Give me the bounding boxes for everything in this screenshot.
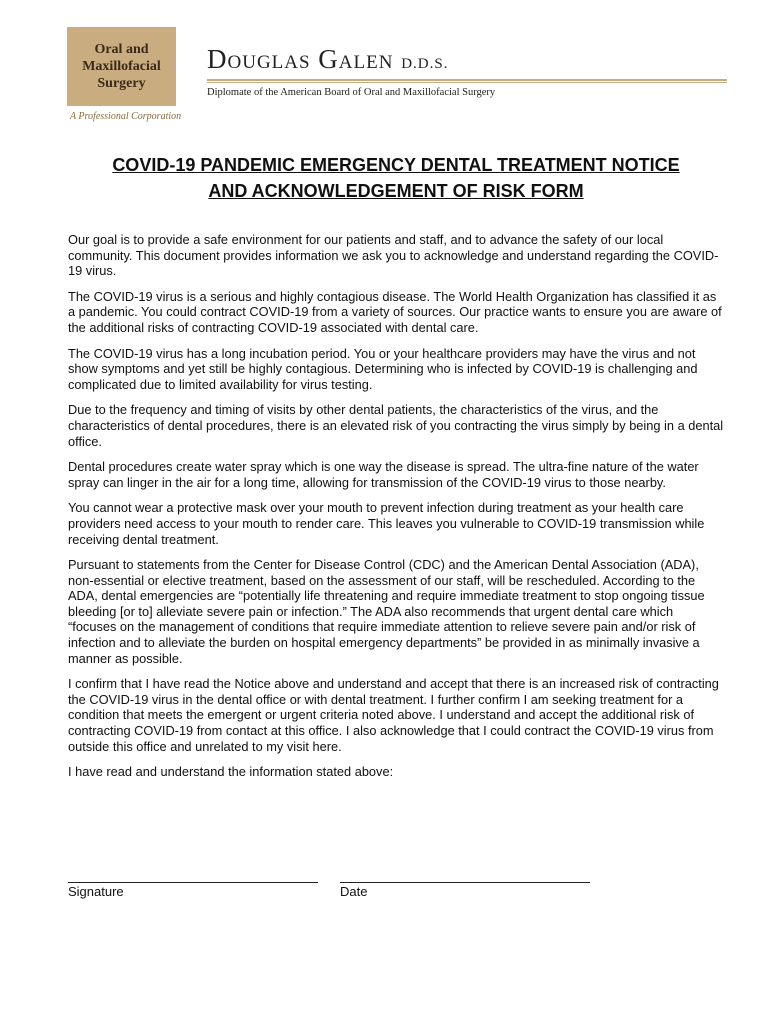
signature-row [68,872,668,902]
paragraph: Our goal is to provide a safe environment for our patients and staff, and to advance the safety of our local community. This document provides information we ask you to acknowledge and understand regarding the COVID-19 virus. [68,232,719,279]
logo-text: Oral and Maxillofacial Surgery [82,42,161,91]
doctor-name: Douglas Galen [207,44,394,74]
doctor-name-heading [207,44,448,75]
form-title [60,152,732,204]
paragraph: Dental procedures create water spray which is one way the disease is spread. The ultra-fine nature of the water spray can linger in the air for a long time, allowing for transmission of the COVID-19 virus to those nearby. [68,459,699,490]
title-line-2: AND ACKNOWLEDGEMENT OF RISK FORM [208,181,584,201]
paragraph: I confirm that I have read the Notice above and understand and accept that there is an increased risk of contracting the COVID-19 virus in the dental office or with dental treatment. I further confirm I am seeking treatment for a condition that meets the emergent or urgent criteria noted above. I understand and accept the additional risk of contracting COVID-19 from contact at this office. I also acknowledge that I could contract the COVID-19 virus from outside this office and unrelated to my visit here. [68,676,719,754]
header-rule [207,79,727,81]
date-line[interactable] [340,872,590,883]
signature-label: Signature [68,884,124,899]
logo-tagline: A Professional Corporation [70,111,182,122]
paragraph: The COVID-19 virus is a serious and highly contagious disease. The World Health Organization has classified it as a pandemic. You could contract COVID-19 from a variety of sources. Our practice wants to ensure you are aware of the additional risks of contracting COVID-19 associated with dental care. [68,288,722,335]
doctor-suffix: D.D.S. [401,56,449,72]
paragraph: Due to the frequency and timing of visits by other dental patients, the characteristics of the virus, and the characteristics of dental procedures, there is an elevated risk of you contracting the virus simply by being in a dental office. [68,402,724,449]
date-label: Date [340,884,368,899]
title-line-1: COVID-19 PANDEMIC EMERGENCY DENTAL TREATMENT NOTICE [112,155,680,175]
paragraph: Pursuant to statements from the Center for Disease Control (CDC) and the American Dental Association (ADA), non-essential or elective treatment, based on the assessment of our staff, will be rescheduled. According to the ADA, dental emergencies are “potentially life threatening and require immediate treatment to stop ongoing tissue bleeding [or to] alleviate severe pain or infection.” The ADA also recommends that urgent dental care which “focuses on the management of conditions that require immediate attention to relieve severe pain and/or risk of infection and to alleviate the burden on hospital emergency departments” be provided in as minimally invasive a manner as possible. [68,557,705,666]
header-rule-thin [207,82,727,83]
diplomate-line: Diplomate of the American Board of Oral and Maxillofacial Surgery [207,87,496,98]
paragraph: I have read and understand the information stated above: [68,764,394,780]
paragraph: You cannot wear a protective mask over your mouth to prevent infection during treatment as your health care providers need access to your mouth to render care. This leaves you vulnerable to COVID-19 transmission while receiving dental treatment. [68,500,705,547]
paragraph: The COVID-19 virus has a long incubation period. You or your healthcare providers may have the virus and not show symptoms and yet still be highly contagious. Determining who is infected by COVID-19 is challenging and complicated due to limited availability for virus testing. [68,345,698,392]
signature-line[interactable] [68,872,318,883]
form-body [68,232,724,790]
practice-logo [67,27,176,106]
